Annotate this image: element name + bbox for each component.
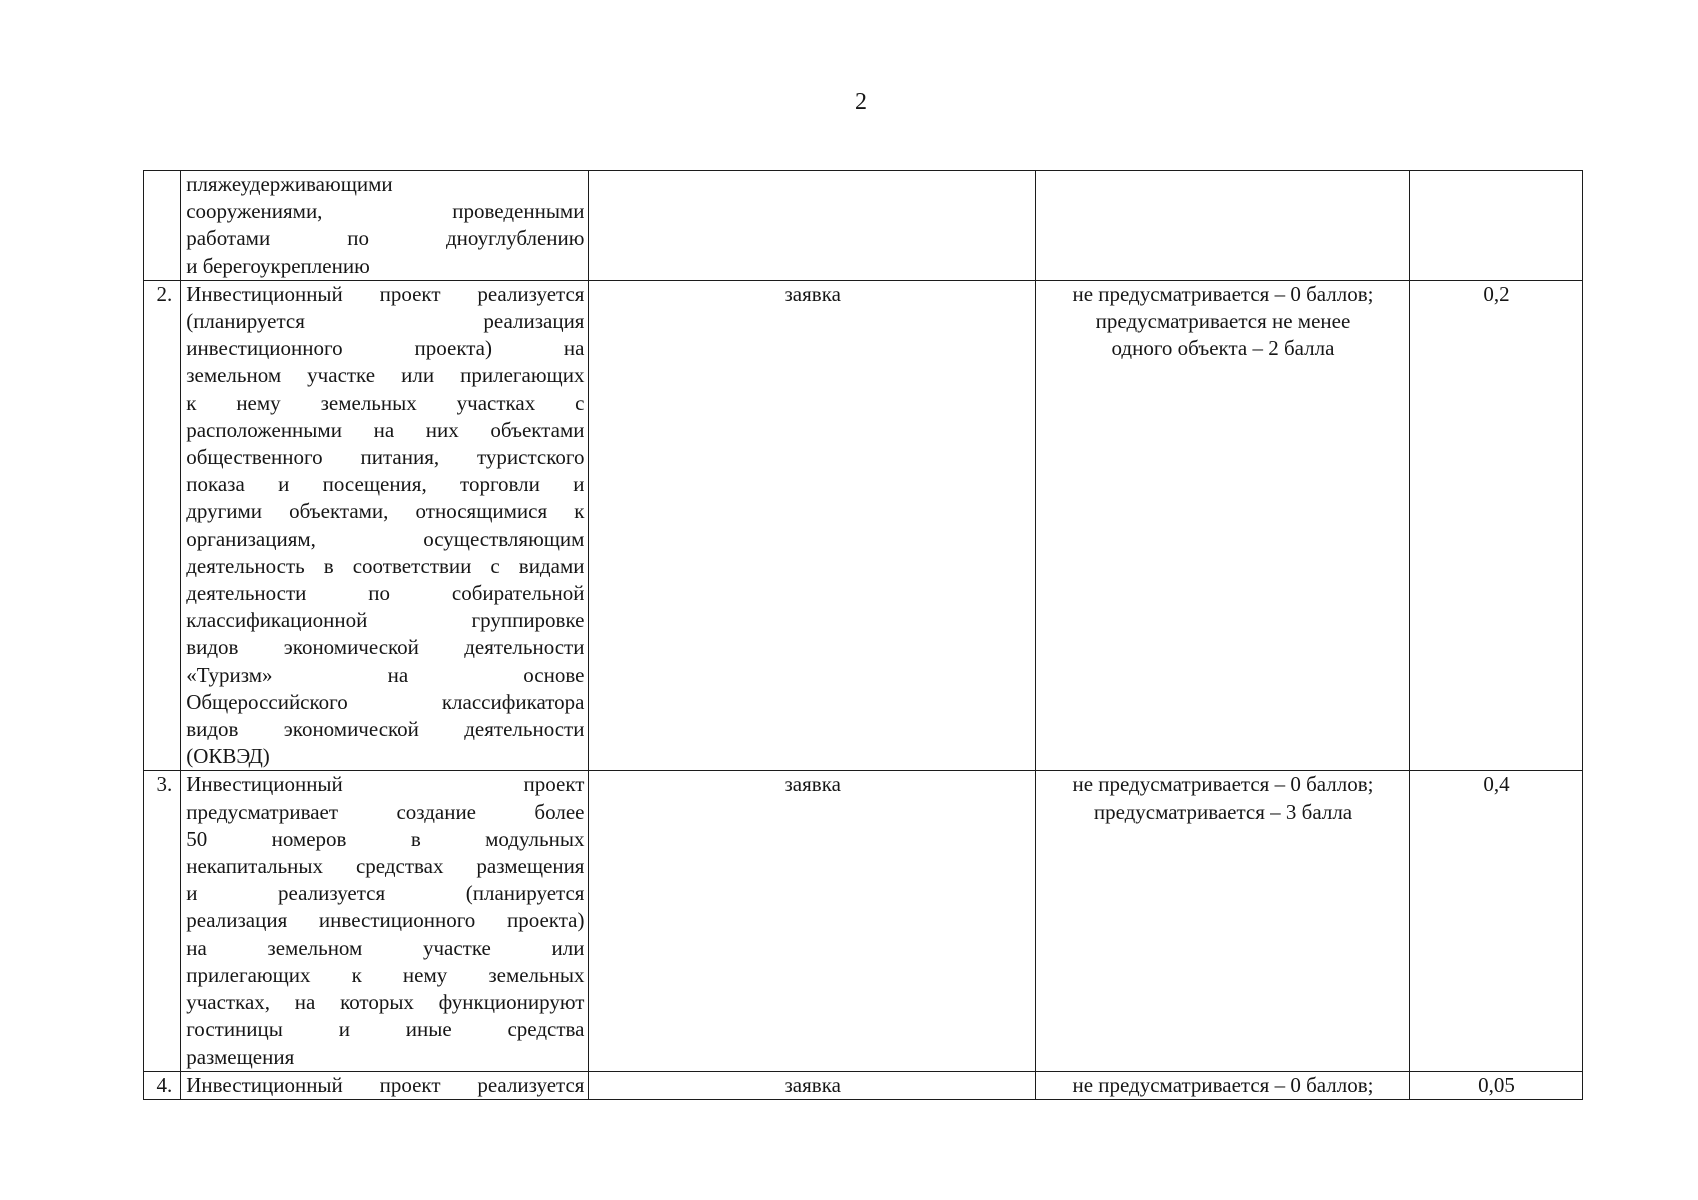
score-cell [1035,771,1409,1071]
page-number: 2 [855,89,867,115]
criterion-line: на земельном участке или [186,935,585,960]
criterion-line: участках, на которых функционируют [186,990,585,1015]
document-cell: заявка [589,1071,1035,1099]
criterion-line: расположенными на них объектами [186,417,585,442]
weight-cell: 0,05 [1410,1071,1583,1099]
score-cell [1035,171,1409,281]
criterion-line: Инвестиционный проект реализуется [186,281,585,306]
criterion-line: классификационной группировке [186,608,585,633]
criterion-line: Инвестиционный проект реализуется [186,1072,585,1097]
criterion-line: некапитальных средствах размещения [186,854,585,879]
criterion-line: сооружениями, проведенными [186,199,585,224]
table-row [144,1071,1583,1099]
table-row [144,280,1583,771]
criterion-line: видов экономической деятельности [186,635,585,660]
criterion-line: показа и посещения, торговли и [186,472,585,497]
score-line: не предусматривается – 0 баллов; [1072,772,1374,797]
criteria-table [143,170,1583,1100]
criterion-line: предусматривает создание более [186,799,585,824]
criteria-table-body [144,171,1583,1100]
weight-cell: 0,4 [1410,771,1583,1071]
score-line: одного объекта – 2 балла [1111,336,1335,361]
criterion-line: Инвестиционный проект [186,772,585,797]
criterion-line: земельном участке или прилегающих [186,363,585,388]
table-row [144,171,1583,281]
criterion-line: (планируется реализация [186,309,585,334]
document-cell: заявка [589,280,1035,771]
criterion-line: размещения [186,1044,295,1069]
weight-cell: 0,2 [1410,280,1583,771]
score-line: не предусматривается – 0 баллов; [1072,281,1374,306]
criterion-line: организациям, осуществляющим [186,526,585,551]
score-cell [1035,280,1409,771]
document-cell [589,171,1035,281]
score-line: предусматривается – 3 балла [1093,799,1353,824]
criterion-line: инвестиционного проекта) на [186,336,585,361]
row-number-cell: 2. [144,280,181,771]
criterion-line: Общероссийского классификатора [186,689,585,714]
criterion-cell [181,171,589,281]
weight-cell [1410,171,1583,281]
criterion-line: 50 номеров в модульных [186,826,585,851]
criterion-line: пляжеудерживающими [186,172,393,196]
criterion-line: и берегоукреплению [186,253,370,278]
document-cell: заявка [589,771,1035,1071]
criterion-line: прилегающих к нему земельных [186,962,585,987]
row-number-cell [144,171,181,281]
criterion-line: работами по дноуглублению [186,226,585,251]
criterion-cell [181,771,589,1071]
row-number-cell: 3. [144,771,181,1071]
criterion-cell [181,1071,589,1099]
criterion-line: общественного питания, туристского [186,445,585,470]
criterion-line: другими объектами, относящимися к [186,499,585,524]
criterion-line: к нему земельных участках с [186,390,585,415]
criterion-line: видов экономической деятельности [186,717,585,742]
criterion-line: деятельности по собирательной [186,581,585,606]
criterion-line: реализация инвестиционного проекта) [186,908,585,933]
score-cell [1035,1071,1409,1099]
score-line: предусматривается не менее [1095,309,1351,334]
criterion-line: (ОКВЭД) [186,744,270,769]
criterion-line: гостиницы и иные средства [186,1017,585,1042]
row-number-cell: 4. [144,1071,181,1099]
criterion-cell [181,280,589,771]
score-line: не предусматривается – 0 баллов; [1072,1072,1374,1097]
criterion-line: деятельность в соответствии с видами [186,553,585,578]
criterion-line: «Туризм» на основе [186,662,585,687]
table-row [144,771,1583,1071]
criterion-line: и реализуется (планируется [186,881,585,906]
